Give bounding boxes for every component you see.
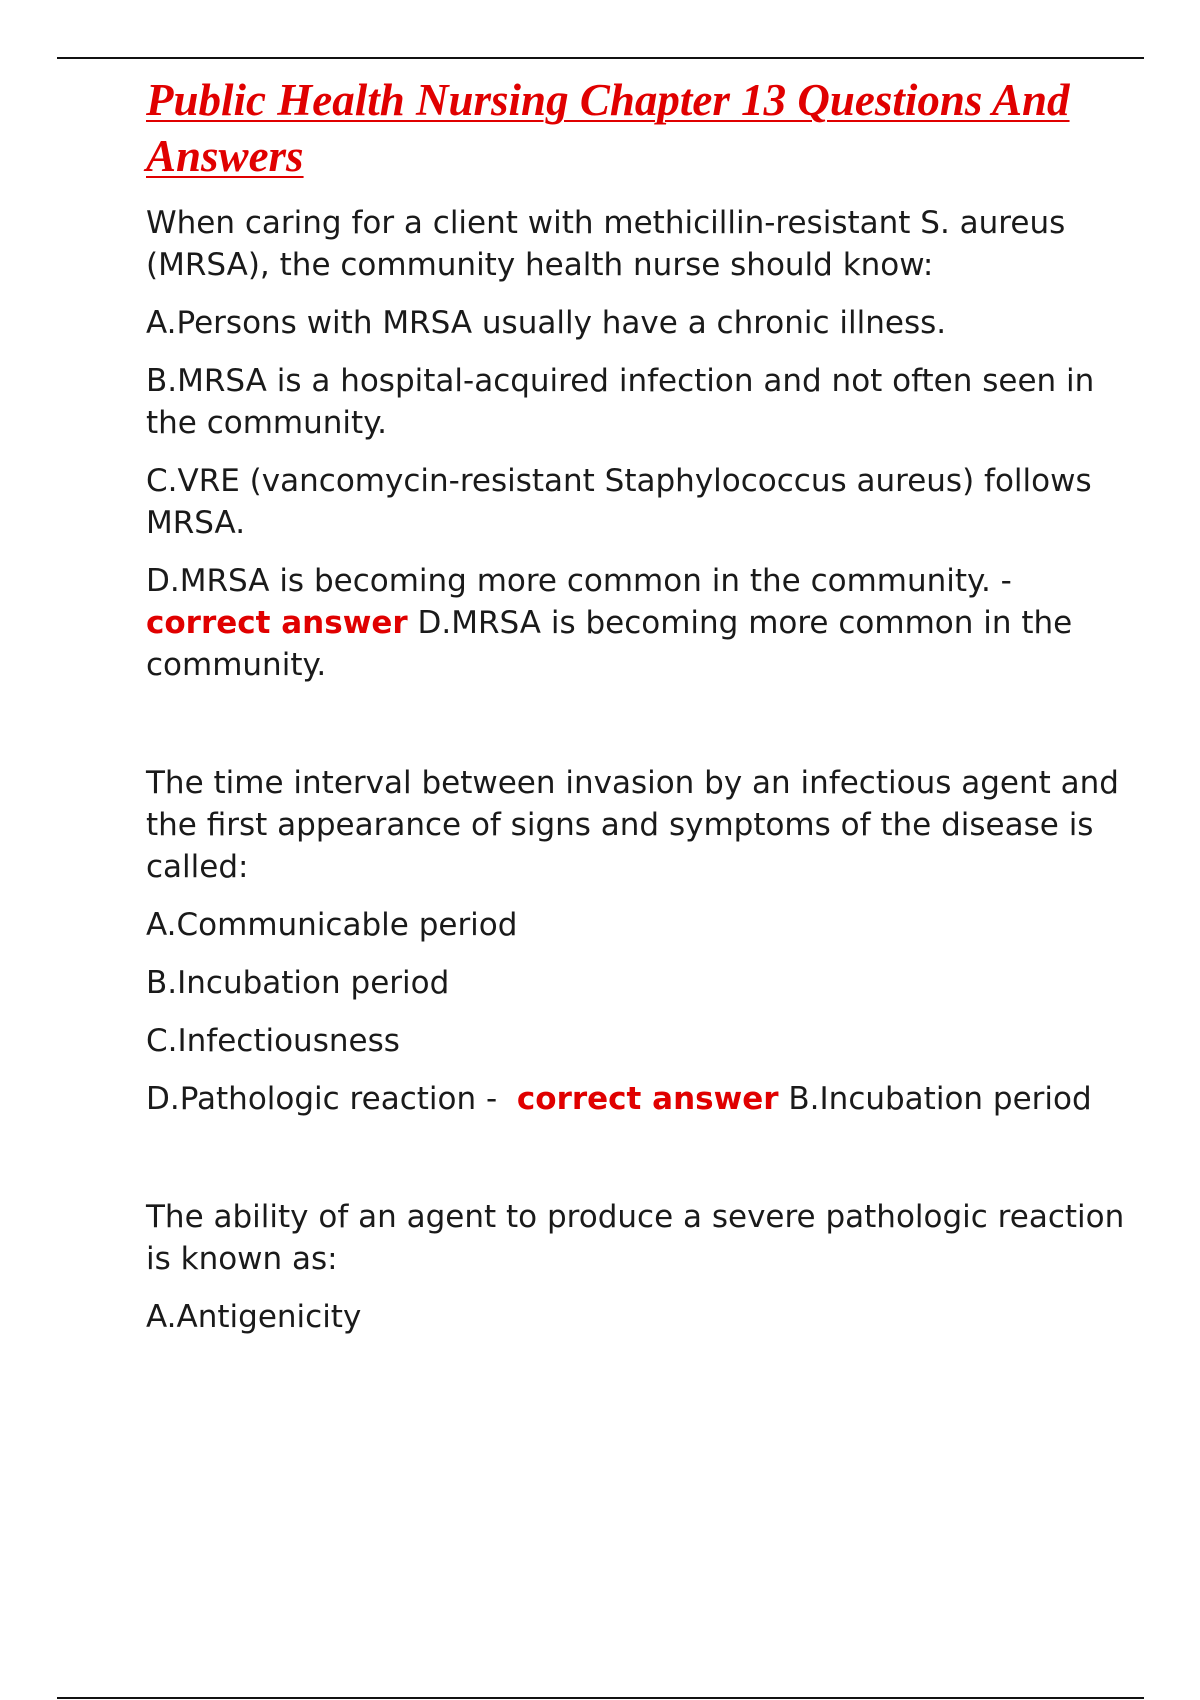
question-block-2	[146, 762, 1146, 1120]
option-c: C.VRE (vancomycin-resistant Staphylococcus aureus) follows MRSA.	[146, 463, 1092, 541]
question-text: When caring for a client with methicillin-resistant S. aureus (MRSA), the community health nurse should know:	[146, 205, 1066, 283]
question-text: The time interval between invasion by an infectious agent and the first appearance of signs and symptoms of the disease is called:	[146, 765, 1119, 885]
top-rule	[57, 57, 1144, 59]
document-body	[146, 72, 1146, 1354]
option-d: D.MRSA is becoming more common in the community. -	[146, 563, 1012, 599]
option-b: B.Incubation period	[146, 965, 450, 1001]
option-a: A.Communicable period	[146, 907, 518, 943]
question-block-1	[146, 202, 1146, 686]
option-b: B.MRSA is a hospital-acquired infection and not often seen in the community.	[146, 363, 1095, 441]
option-d: D.Pathologic reaction -	[146, 1081, 498, 1117]
bottom-rule	[57, 1697, 1144, 1699]
correct-answer-text: D.MRSA is becoming more common in the community.	[146, 605, 1073, 683]
option-d-with-answer	[146, 1078, 1146, 1120]
option-a: A.Antigenicity	[146, 1299, 362, 1335]
correct-answer-label: correct answer	[146, 605, 408, 641]
correct-answer-text: B.Incubation period	[788, 1081, 1092, 1117]
question-spacer	[146, 702, 1146, 762]
correct-answer-label: correct answer	[516, 1081, 779, 1117]
option-a: A.Persons with MRSA usually have a chronic illness.	[146, 305, 947, 341]
document-title: Public Health Nursing Chapter 13 Questions And Answers	[146, 75, 1070, 181]
question-spacer	[146, 1136, 1146, 1196]
option-c: C.Infectiousness	[146, 1023, 400, 1059]
question-text: The ability of an agent to produce a severe pathologic reaction is known as:	[146, 1199, 1125, 1277]
option-d-with-answer	[146, 560, 1146, 686]
question-block-3	[146, 1196, 1146, 1338]
